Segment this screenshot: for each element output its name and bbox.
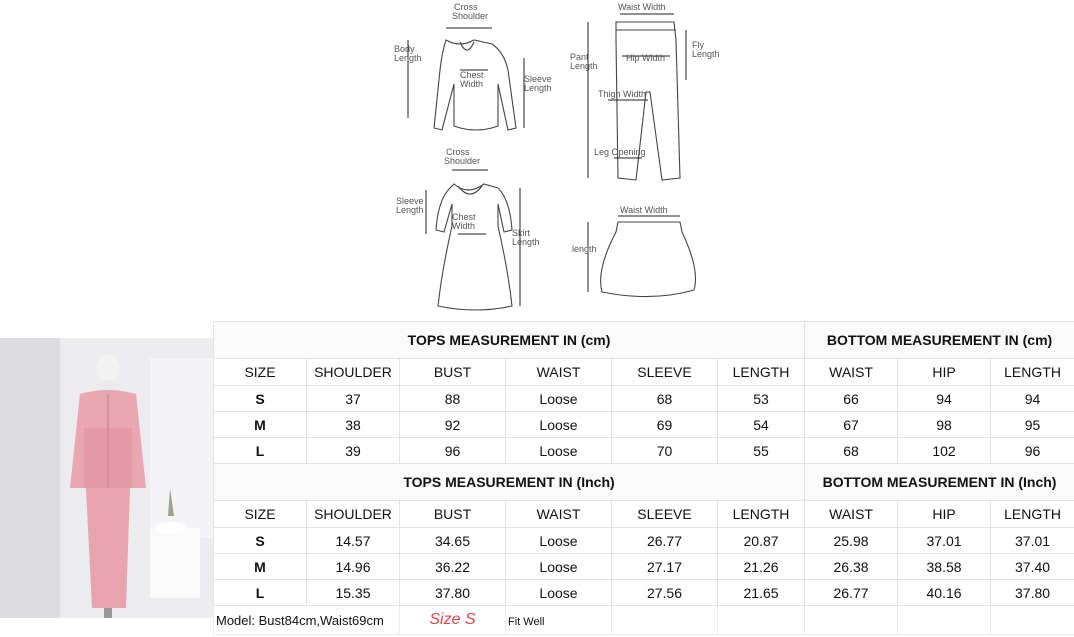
model-measurements [214, 606, 400, 635]
table-cell: L [214, 580, 307, 606]
dress-sleeve-length-label: Sleeve Length [396, 196, 424, 215]
table-cell: 102 [898, 438, 991, 464]
table-cell: 96 [991, 438, 1074, 464]
empty-cell [991, 606, 1074, 635]
table-cell: 15.35 [307, 580, 400, 606]
table-cell: Loose [506, 438, 612, 464]
table-cell: 92 [400, 412, 506, 438]
table-cell: 27.56 [612, 580, 718, 606]
skirt-waist-width-label: Waist Width [620, 205, 668, 215]
col-size: SIZE [214, 359, 307, 386]
table-cell: S [214, 528, 307, 554]
cm-header-row [214, 322, 1074, 359]
leg-opening-label: Leg Opening [594, 147, 646, 157]
size-chart-table [213, 321, 1074, 635]
table-cell: 88 [400, 386, 506, 412]
table-cell: 21.65 [718, 580, 805, 606]
table-cell: 26.38 [805, 554, 898, 580]
measurement-diagram [380, 0, 720, 318]
col-shoulder: SHOULDER [307, 359, 400, 386]
table-cell: Loose [506, 580, 612, 606]
table-cell: 37.80 [991, 580, 1074, 606]
table-cell: Loose [506, 554, 612, 580]
table-cell: 20.87 [718, 528, 805, 554]
dress-illustration [436, 184, 512, 310]
model-size-text: Size S [429, 611, 476, 628]
col-size: SIZE [214, 501, 307, 528]
col-sleeve: SLEEVE [612, 501, 718, 528]
table-cell: 38.58 [898, 554, 991, 580]
chest-width-label: Chest Width [460, 70, 484, 89]
empty-cell [718, 606, 805, 635]
table-cell: 26.77 [805, 580, 898, 606]
col-hip: HIP [898, 501, 991, 528]
sleeve-length-label: Sleeve Length [524, 74, 552, 93]
skirt-length-label: Skirt Length [512, 228, 540, 247]
table-cell: 25.98 [805, 528, 898, 554]
table-cell: 98 [898, 412, 991, 438]
table-cell: L [214, 438, 307, 464]
table-cell: 70 [612, 438, 718, 464]
model-size-cell [400, 606, 506, 635]
model-info-row [214, 606, 1074, 635]
col-length: LENGTH [718, 359, 805, 386]
table-cell: 55 [718, 438, 805, 464]
dress-cross-shoulder-label: Cross Shoulder [444, 147, 481, 166]
table-cell: 38 [307, 412, 400, 438]
col-waist: WAIST [506, 501, 612, 528]
model-fit-cell [506, 606, 612, 635]
skirt-length-short-label: length [572, 244, 597, 254]
table-cell: 54 [718, 412, 805, 438]
table-cell: 14.96 [307, 554, 400, 580]
product-photo [0, 338, 213, 618]
col-length: LENGTH [718, 501, 805, 528]
inch-header-row [214, 464, 1074, 501]
table-cell: 37 [307, 386, 400, 412]
table-cell: 14.57 [307, 528, 400, 554]
table-row [214, 580, 1074, 606]
tops-cm-header: TOPS MEASUREMENT IN (cm) [214, 322, 805, 359]
table-cell: 27.17 [612, 554, 718, 580]
col-bottom-waist: WAIST [805, 359, 898, 386]
table-cell: 40.16 [898, 580, 991, 606]
model-note-text: Model: Bust84cm,Waist69cm [216, 612, 384, 628]
table-cell: 67 [805, 412, 898, 438]
pant-length-label: Pant Length [570, 52, 598, 71]
table-row [214, 528, 1074, 554]
table-cell: S [214, 386, 307, 412]
bottom-inch-header: BOTTOM MEASUREMENT IN (Inch) [805, 464, 1074, 501]
table-cell: 39 [307, 438, 400, 464]
table-cell: M [214, 412, 307, 438]
table-cell: 68 [805, 438, 898, 464]
model-fit-text: Fit Well [508, 615, 545, 628]
table-cell: Loose [506, 386, 612, 412]
col-hip: HIP [898, 359, 991, 386]
table-cell: 37.01 [898, 528, 991, 554]
pants-waist-width-label: Waist Width [618, 2, 666, 12]
table-row [214, 412, 1074, 438]
table-cell: 34.65 [400, 528, 506, 554]
table-cell: 66 [805, 386, 898, 412]
table-row [214, 438, 1074, 464]
col-bust: BUST [400, 501, 506, 528]
col-bottom-waist: WAIST [805, 501, 898, 528]
table-cell: 37.40 [991, 554, 1074, 580]
table-cell: 53 [718, 386, 805, 412]
table-cell: Loose [506, 528, 612, 554]
table-cell: 36.22 [400, 554, 506, 580]
empty-cell [898, 606, 991, 635]
table-cell: 37.80 [400, 580, 506, 606]
table-cell: 68 [612, 386, 718, 412]
thigh-width-label: Thigh Width [598, 89, 647, 99]
table-cell: 37.01 [991, 528, 1074, 554]
table-cell: 95 [991, 412, 1074, 438]
skirt-illustration [601, 222, 696, 297]
table-cell: 21.26 [718, 554, 805, 580]
empty-cell [612, 606, 718, 635]
column-header-row [214, 501, 1074, 528]
tops-inch-header: TOPS MEASUREMENT IN (Inch) [214, 464, 805, 501]
table-cell: M [214, 554, 307, 580]
col-bust: BUST [400, 359, 506, 386]
table-row [214, 554, 1074, 580]
bottom-cm-header: BOTTOM MEASUREMENT IN (cm) [805, 322, 1074, 359]
empty-cell [805, 606, 898, 635]
cross-shoulder-label: Cross Shoulder [452, 2, 489, 21]
table-cell: 96 [400, 438, 506, 464]
column-header-row [214, 359, 1074, 386]
col-bottom-length: LENGTH [991, 501, 1074, 528]
col-bottom-length: LENGTH [991, 359, 1074, 386]
table-cell: 26.77 [612, 528, 718, 554]
hip-width-label: Hip Width [626, 53, 666, 63]
col-waist: WAIST [506, 359, 612, 386]
dress-chest-width-label: Chest Width [452, 212, 476, 231]
table-cell: 94 [991, 386, 1074, 412]
col-sleeve: SLEEVE [612, 359, 718, 386]
table-cell: 69 [612, 412, 718, 438]
body-length-label: Body Length [394, 44, 422, 63]
table-cell: Loose [506, 412, 612, 438]
col-shoulder: SHOULDER [307, 501, 400, 528]
table-row [214, 386, 1074, 412]
table-cell: 94 [898, 386, 991, 412]
fly-length-label: Fly Length [692, 40, 720, 59]
